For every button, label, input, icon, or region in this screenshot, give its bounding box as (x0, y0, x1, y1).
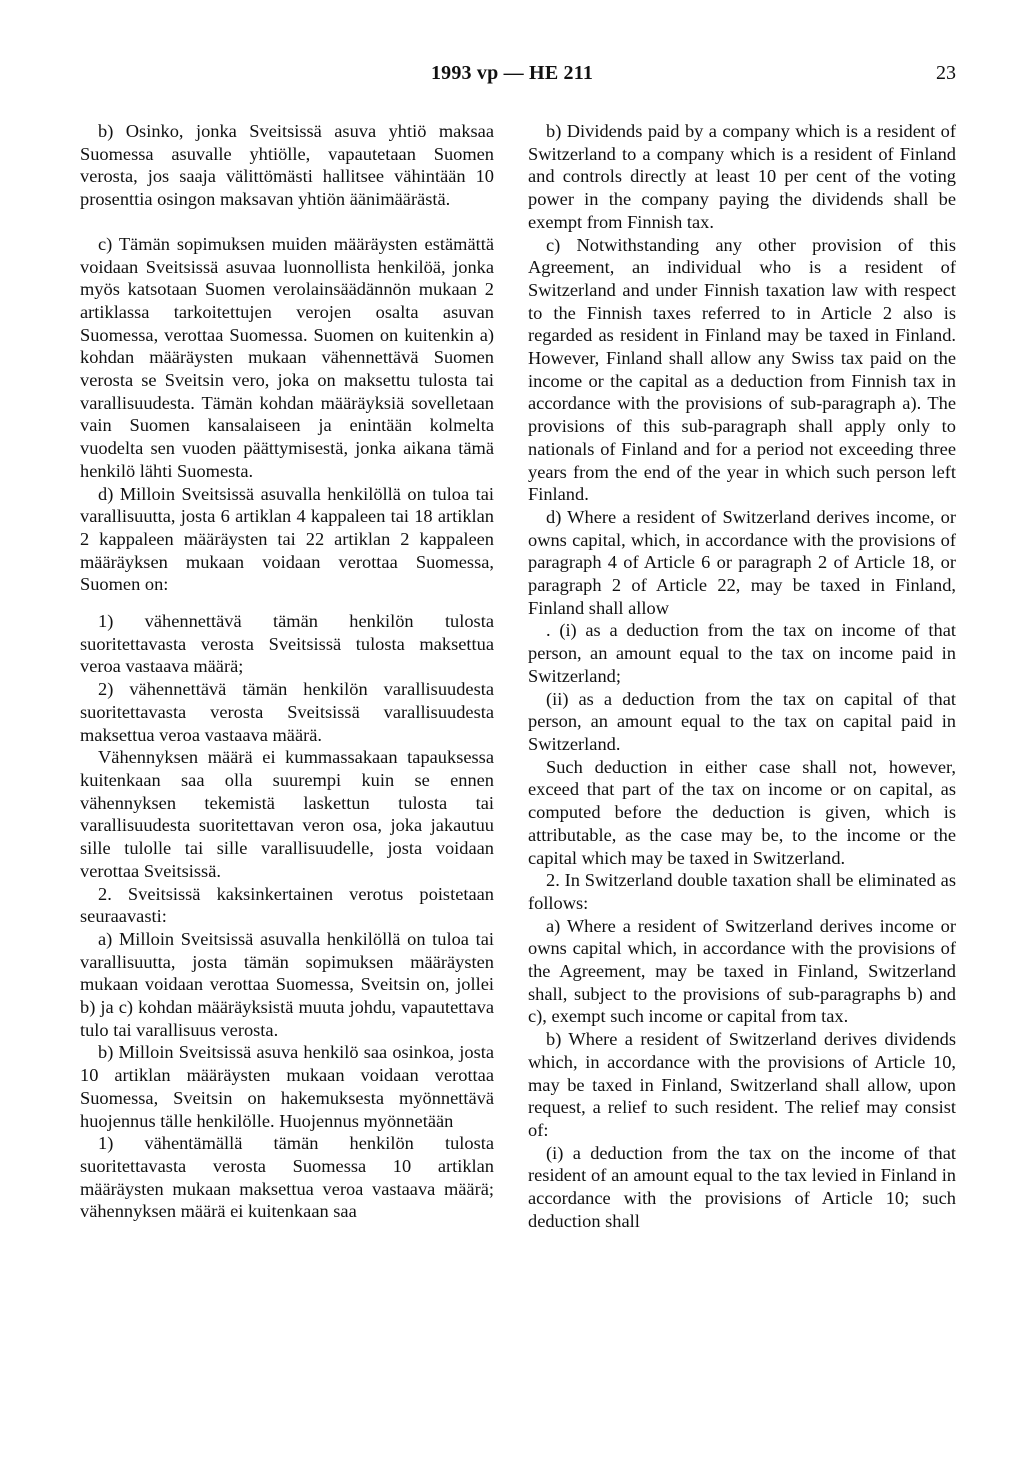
paragraph-fi-deduction-limit: Vähennyksen määrä ei kummassakaan tapauksessa kuitenkaan saa olla suurempi kuin se ennen vähennyksen tekemistä laskettun tulosta tai varallisuudesta suoritettavan veron osa, joka jakautuu sille tulolle tai sille varallisuudelle, josta voidaan verottaa Sveitsissä. (80, 747, 494, 881)
paragraph-fi-2-b-1: 1) vähentämällä tämän henkilön tulosta suoritettavasta verosta Suomessa 10 artiklan määräysten mukaan maksettua veroa vastaava määrä; vähennyksen määrä ei kuitenkaan saa (80, 1133, 494, 1222)
paragraph-en-d: d) Where a resident of Switzerland derives income, or owns capital, which, in accordance with the provisions of paragraph 4 of Article 6 or paragraph 2 of Article 18, or paragraph 2 of Article 22, may be taxed in Finland, Finland shall allow (528, 506, 956, 618)
paragraph-en-2-b: b) Where a resident of Switzerland derives dividends which, in accordance with the provisions of Article 10, may be taxed in Finland, Switzerland shall allow, upon request, a relief to such resident. The relief may consist of: (528, 1029, 956, 1140)
page-number: 23 (936, 62, 956, 84)
paragraph-fi-2-b: b) Milloin Sveitsissä asuva henkilö saa osinkoa, josta 10 artiklan määräysten mukaan voidaan verottaa Suomessa, Sveitsin on hakemuksesta myönnettävä huojennus tälle henkilölle. Huojennus myönnetään (80, 1042, 494, 1131)
document-reference: 1993 vp — HE 211 (430, 62, 594, 84)
paragraph-en-2-a: a) Where a resident of Switzerland derives income or owns capital which, in accordance with the provisions of the Agreement, may be taxed in Finland, Switzerland shall, subject to the provisions of sub-paragraphs b) and c), exempt such income or capital from tax. (528, 915, 956, 1027)
paragraph-en-c: c) Notwithstanding any other provision of this Agreement, an individual who is a resident of Switzerland and under Finnish taxation law with respect to the Finnish taxes referred to in Article 2 also is regarded as resident in Finland may be taxed in Finland. However, Finland shall allow any Swiss tax paid on the income or the capital as a deduction from Finnish tax in accordance with the provisions of sub-paragraph a). The provisions of this sub-paragraph shall apply only to nationals of Finland and for a period not exceeding three years from the end of the year in which such person left Finland. (528, 234, 956, 505)
paragraph-en-2-b-i: (i) a deduction from the tax on the income of that resident of an amount equal to the tax levied in Finland in accordance with the provisions of Article 10; such deduction shall (528, 1142, 956, 1231)
paragraph-fi-2: 2. Sveitsissä kaksinkertainen verotus poistetaan seuraavasti: (80, 883, 494, 927)
paragraph-fi-d: d) Milloin Sveitsissä asuvalla henkilöllä on tuloa tai varallisuutta, josta 6 artiklan 4 kappaleen tai 18 artiklan 2 kappaleen määräysten tai 22 artiklan 2 kappaleen määräyksen mukaan voidaan verottaa Suomessa, Suomen on: (80, 483, 494, 595)
paragraph-fi-2-a: a) Milloin Sveitsissä asuvalla henkilöllä on tuloa tai varallisuutta, josta tämän sopimuksen määräysten mukaan voidaan verottaa Suomessa, Sveitsin on, jollei b) ja c) kohdan määräyksistä muuta johdu, vapautettava tulo tai varallisuus verosta. (80, 928, 494, 1040)
paragraph-en-2: 2. In Switzerland double taxation shall be eliminated as follows: (528, 870, 956, 913)
paragraph-en-b: b) Dividends paid by a company which is a resident of Switzerland to a company which is a resident of Finland and controls directly at least 10 per cent of the voting power in the company paying the dividends shall be exempt from Finnish tax. (528, 121, 956, 232)
paragraph-fi-b: b) Osinko, jonka Sveitsissä asuva yhtiö maksaa Suomessa asuvalle yhtiölle, vapautetaan Suomen verosta, jos saaja välittömästi hallitsee vähintään 10 prosenttia osingon maksavan yhtiön äänimäärästä. (80, 121, 494, 210)
paragraph-en-deduction-limit: Such deduction in either case shall not, however, exceed that part of the tax on income or on capital, as computed before the deduction is given, which is attributable, as the case may be, to the income or the capital which may be taxed in Switzerland. (528, 756, 956, 868)
finnish-text-column (80, 120, 494, 1223)
english-text-column (528, 120, 956, 1232)
paragraph-en-d-ii: (ii) as a deduction from the tax on capital of that person, an amount equal to the tax on capital paid in Switzerland. (528, 688, 956, 754)
paragraph-fi-c: c) Tämän sopimuksen muiden määräysten estämättä voidaan Sveitsissä asuvaa luonnollista henkilöä, jonka myös katsotaan Suomen verolainsäädännön mukaan 2 artiklassa tarkoitettujen verojen osalta asuvan Suomessa, verottaa Suomessa. Suomen on kuitenkin a) kohdan määräysten mukaan vähennettävä Suomen verosta se Sveitsin vero, joka on maksettu tulosta tai varallisuudesta. Tämän kohdan määräyksiä sovelletaan vain Suomen kansalaiseen ja enintään kolmelta vuodelta sen vuoden päättymisestä, jonka aikana tämä henkilö lähti Suomesta. (80, 233, 494, 481)
page-header (0, 62, 1024, 92)
paragraph-en-d-i: . (i) as a deduction from the tax on income of that person, an amount equal to the tax on income paid in Switzerland; (528, 620, 956, 686)
paragraph-fi-d-2: 2) vähennettävä tämän henkilön varallisuudesta suoritettavasta verosta Sveitsissä varallisuudesta maksettua veroa vastaava määrä. (80, 679, 494, 745)
paragraph-fi-d-1: 1) vähennettävä tämän henkilön tulosta suoritettavasta verosta Sveitsissä tulosta maksettua veroa vastaava määrä; (80, 611, 494, 677)
